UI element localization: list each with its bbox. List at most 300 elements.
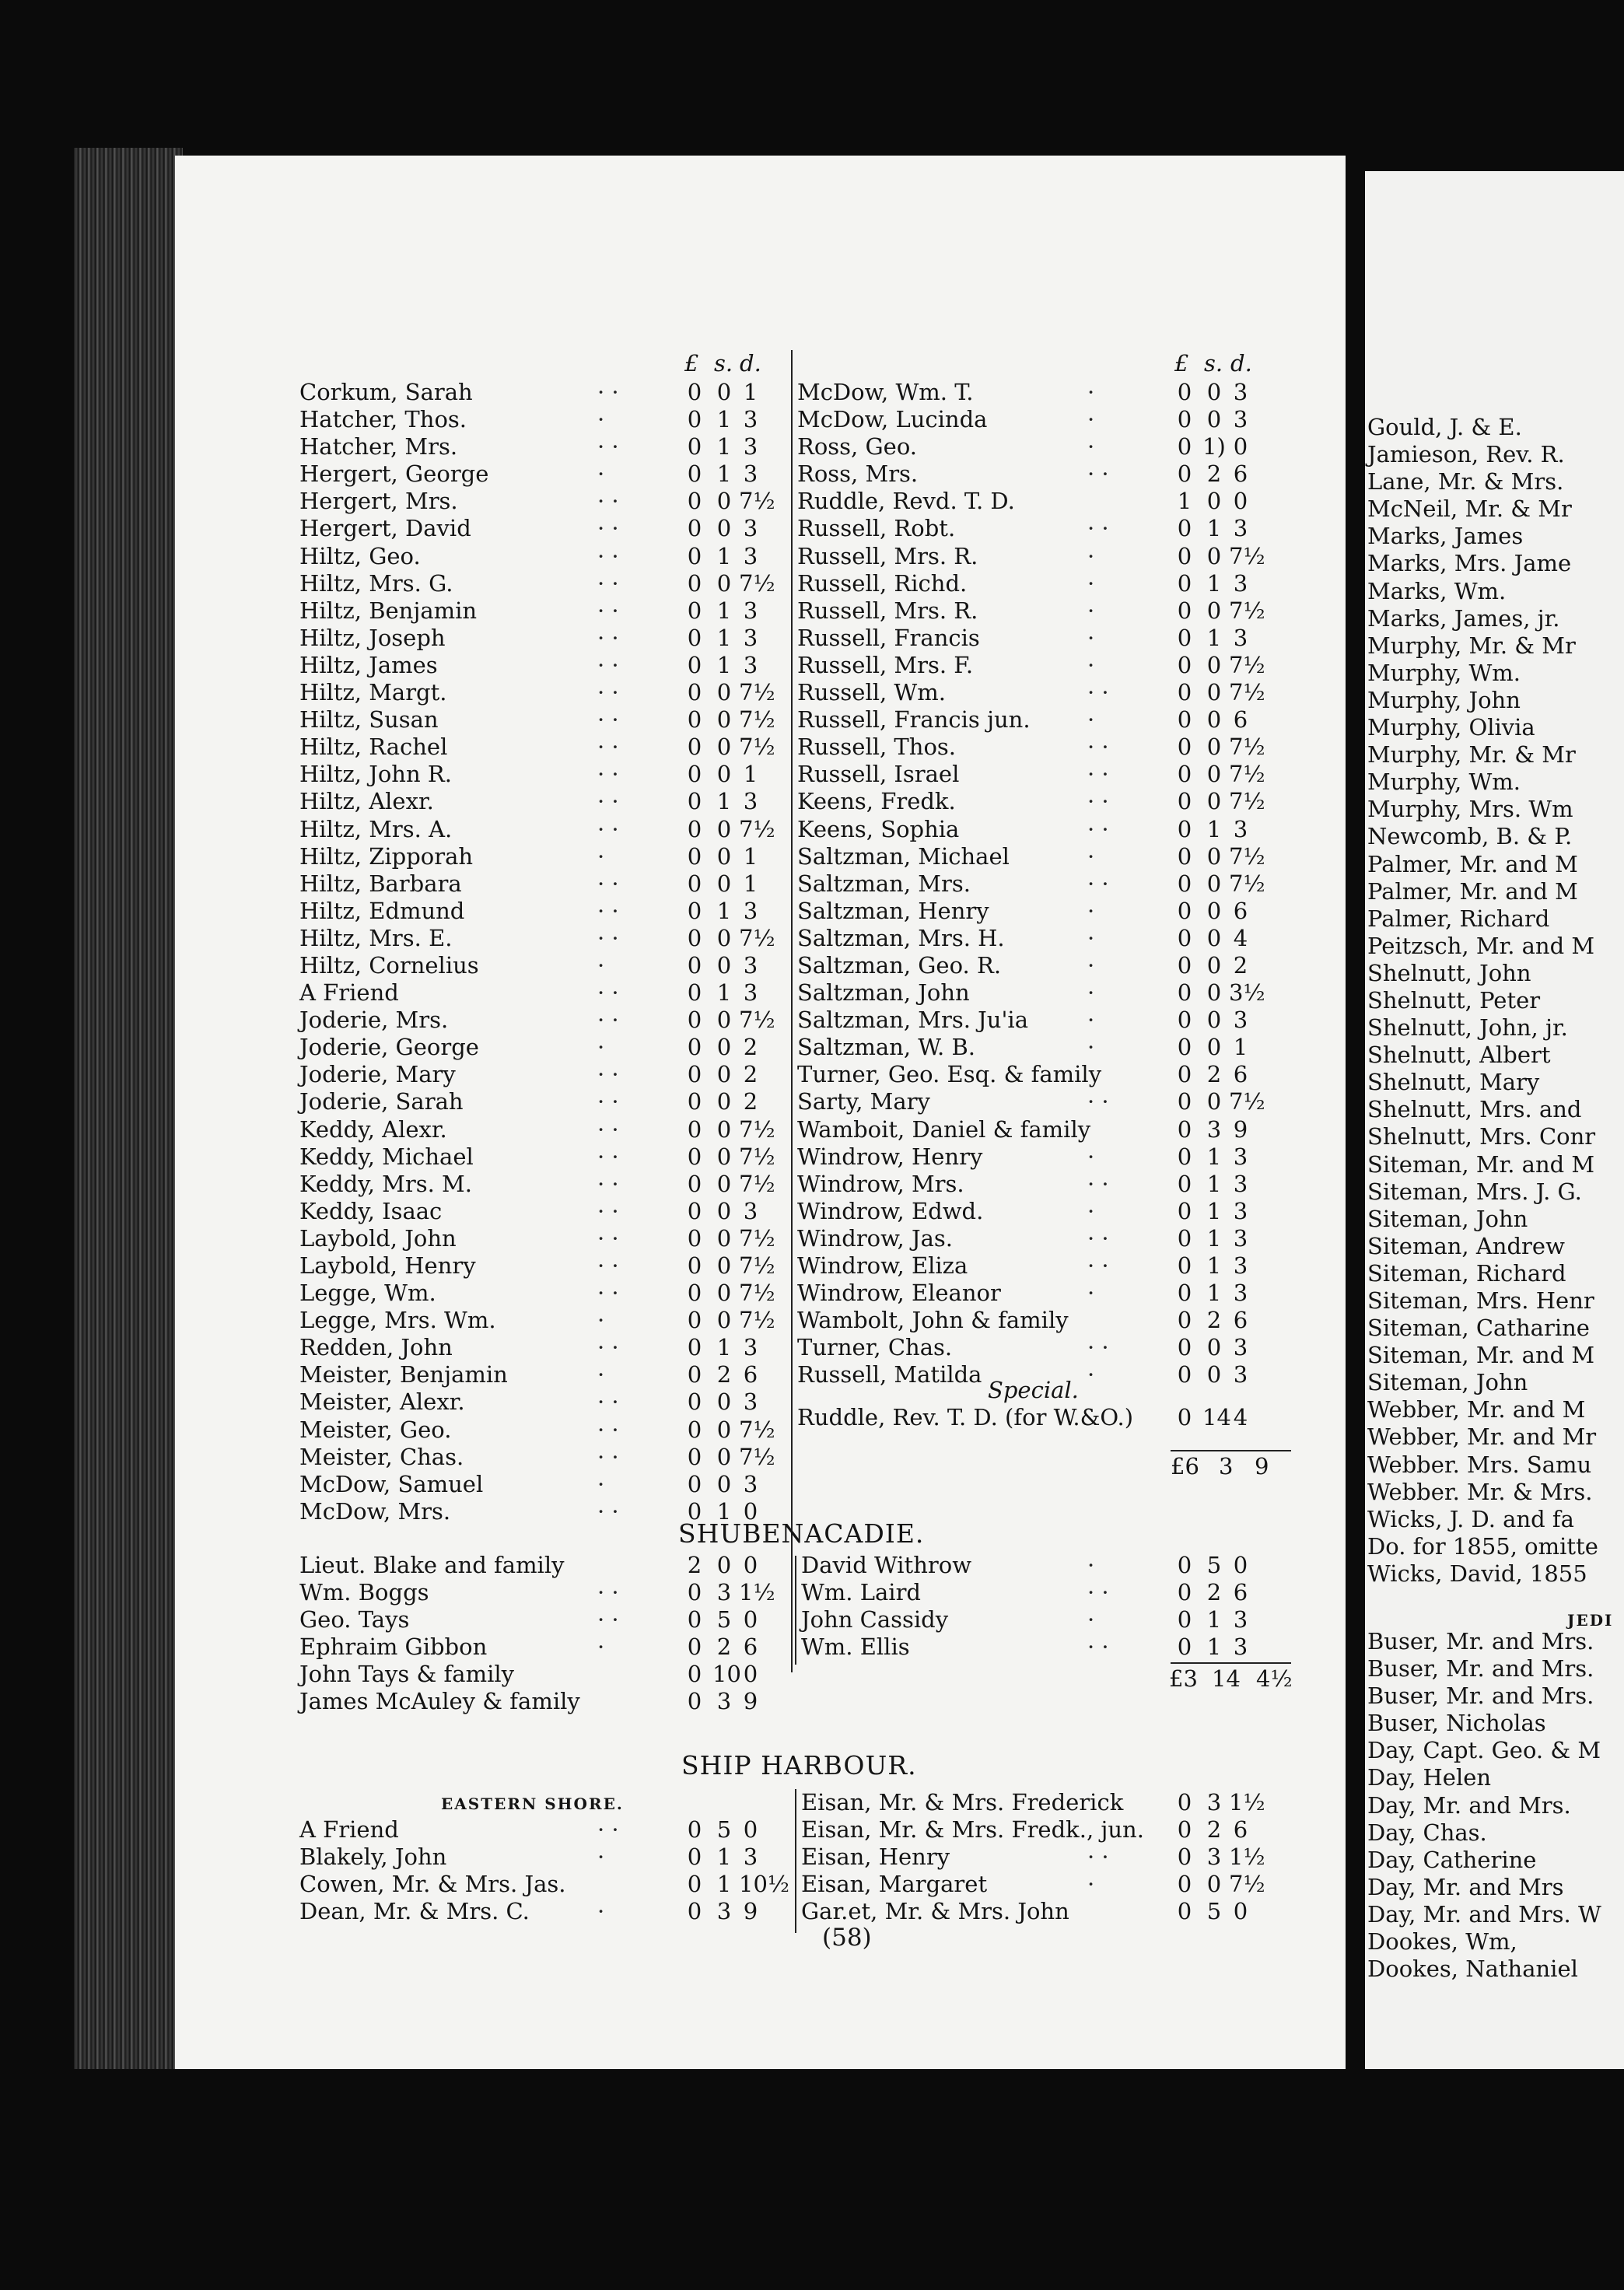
donor-name: Cowen, Mr. & Mrs. Jas. <box>299 1871 566 1898</box>
leader-dots: · · <box>597 788 619 815</box>
donor-name: Wm. Laird <box>801 1579 921 1606</box>
next-page-entry: Siteman, Mr. and M <box>1367 1150 1595 1178</box>
ledger-row <box>801 1898 1283 1925</box>
amount-shillings: 1 <box>716 406 732 433</box>
ledger-row <box>299 433 782 460</box>
ledger-row <box>797 706 1279 734</box>
donor-name: Saltzman, Mrs. Ju'ia <box>797 1007 1028 1034</box>
next-page-entry: Palmer, Richard <box>1367 905 1550 932</box>
right-column <box>797 379 1279 1388</box>
ledger-row <box>299 979 782 1007</box>
amount-pounds: 0 <box>687 1443 702 1470</box>
amount-pence: 3 <box>1233 406 1248 433</box>
amount-shillings: 0 <box>716 924 732 951</box>
amount-shillings: 1 <box>716 651 732 678</box>
leader-dots: · · <box>597 1816 619 1843</box>
special-label: Special. <box>988 1377 1079 1403</box>
amount-pounds: 0 <box>687 1633 702 1661</box>
ledger-row <box>797 761 1279 788</box>
column-divider-main <box>791 350 793 1672</box>
donor-name: Hergert, David <box>299 515 471 542</box>
amount-shillings: 0 <box>1206 761 1222 788</box>
amount-pence: 3 <box>1233 1007 1248 1034</box>
ledger-row <box>299 1633 782 1661</box>
donor-name: Saltzman, Michael <box>797 842 1010 870</box>
amount-shillings: 0 <box>1206 1034 1222 1061</box>
amount-shillings: 0 <box>1206 734 1222 761</box>
donor-name: Russell, Wm. <box>797 679 946 706</box>
amount-pounds: 0 <box>1177 1606 1192 1633</box>
amount-pence: 3 <box>743 515 758 542</box>
ledger-row <box>797 652 1279 679</box>
amount-shillings: 1 <box>716 788 732 815</box>
amount-pounds: 0 <box>1177 842 1192 870</box>
amount-shillings: 1 <box>1206 515 1222 542</box>
amount-pounds: 0 <box>1177 433 1192 460</box>
leader-dots: · · <box>597 569 619 597</box>
leader-dots: · · <box>597 433 619 460</box>
amount-shillings: 0 <box>1206 488 1222 515</box>
amount-pounds: 0 <box>1177 1170 1192 1197</box>
amount-pounds: 0 <box>687 1307 702 1334</box>
amount-pounds: 0 <box>687 651 702 678</box>
ledger-row <box>797 734 1279 761</box>
amount-pence: 7½ <box>739 1170 775 1197</box>
donor-name: Geo. Tays <box>299 1606 410 1633</box>
ledger-row <box>797 952 1279 979</box>
section-title-ship-harbour: SHIP HARBOUR. <box>681 1750 917 1781</box>
donor-name: Hiltz, Susan <box>299 706 439 734</box>
donor-name: Russell, Mrs. R. <box>797 597 978 624</box>
right-header-pounds: £ <box>1174 350 1189 376</box>
leader-dots: · · <box>1087 1844 1109 1871</box>
amount-shillings: 1 <box>716 433 732 460</box>
donor-name: Hiltz, Mrs. G. <box>299 569 453 597</box>
ledger-row <box>299 952 782 979</box>
amount-shillings: 0 <box>1206 1088 1222 1115</box>
leader-dots: · · <box>597 515 619 542</box>
leader-dots: · · <box>597 1170 619 1197</box>
next-page-entry: Buser, Nicholas <box>1367 1710 1546 1737</box>
amount-shillings: 1 <box>1206 624 1222 651</box>
next-page-entry: Siteman, Richard <box>1367 1259 1566 1287</box>
amount-shillings: 1 <box>716 624 732 651</box>
leader-dots: · <box>1087 1034 1095 1061</box>
ledger-row <box>797 1252 1279 1280</box>
amount-shillings: 0 <box>716 488 732 515</box>
amount-pence: 3 <box>1233 1224 1248 1252</box>
ledger-row <box>299 1171 782 1198</box>
leader-dots: · · <box>597 924 619 951</box>
amount-pence: 0 <box>1233 1898 1248 1925</box>
amount-pounds: 0 <box>1177 1034 1192 1061</box>
next-page-entry: Day, Chas. <box>1367 1819 1487 1846</box>
leader-dots: · · <box>597 1497 619 1525</box>
amount-pounds: 0 <box>687 379 702 405</box>
leader-dots: · · <box>597 1007 619 1034</box>
amount-pounds: 0 <box>1177 897 1192 924</box>
amount-pence: 3 <box>743 1388 758 1416</box>
amount-pounds: 0 <box>1177 624 1192 651</box>
column-divider-shubenacadie <box>795 1556 796 1665</box>
ledger-row <box>797 1061 1279 1088</box>
ledger-row <box>299 515 782 542</box>
next-page-entry: Siteman, Mrs. J. G. <box>1367 1178 1582 1205</box>
amount-shillings: 0 <box>1206 679 1222 706</box>
ledger-row <box>797 1198 1279 1225</box>
amount-pounds: 0 <box>687 815 702 842</box>
donor-name: Hergert, George <box>299 460 489 488</box>
amount-shillings: 0 <box>716 1252 732 1279</box>
amount-pence: 7½ <box>739 1416 775 1443</box>
amount-shillings: 0 <box>1206 897 1222 924</box>
next-page-entry: Day, Catherine <box>1367 1846 1537 1873</box>
amount-pounds: 0 <box>687 924 702 951</box>
donor-name: Hergert, Mrs. <box>299 488 458 515</box>
leader-dots: · <box>597 1898 605 1925</box>
left-header-shillings: s. <box>714 350 733 376</box>
amount-pounds: 0 <box>687 569 702 597</box>
leader-dots: · <box>597 842 605 870</box>
donor-name: Hiltz, Joseph <box>299 624 446 651</box>
ledger-row <box>299 543 782 570</box>
column-divider-ship-harbour <box>795 1789 796 1933</box>
amount-shillings: 3 <box>716 1898 732 1925</box>
leader-dots: · · <box>597 1388 619 1416</box>
amount-shillings: 0 <box>1206 651 1222 678</box>
amount-shillings: 5 <box>716 1816 732 1843</box>
leader-dots: · <box>1087 1361 1095 1388</box>
amount-pence: 3 <box>1233 1361 1248 1388</box>
amount-pounds: 0 <box>687 1224 702 1252</box>
next-page-entry: Marks, Wm. <box>1367 577 1507 604</box>
total-rule <box>1171 1450 1291 1451</box>
donor-name: Hiltz, James <box>299 651 438 678</box>
donor-name: Legge, Wm. <box>299 1280 436 1307</box>
amount-pounds: 2 <box>687 1552 702 1578</box>
amount-shillings: 0 <box>716 1007 732 1034</box>
leader-dots: · · <box>597 542 619 569</box>
ledger-row <box>797 1225 1279 1252</box>
amount-pence: 3 <box>743 406 758 433</box>
next-page-entry: Day, Mr. and Mrs. <box>1367 1791 1571 1819</box>
book-page <box>175 156 1346 2069</box>
ledger-row <box>797 925 1279 952</box>
amount-pence: 3 <box>743 1197 758 1224</box>
amount-pence: 7½ <box>739 1307 775 1334</box>
ledger-row <box>299 679 782 706</box>
amount-pounds: 0 <box>1177 734 1192 761</box>
amount-pounds: 0 <box>1177 1088 1192 1115</box>
leader-dots: · · <box>597 1606 619 1633</box>
amount-pence: 6 <box>1233 897 1248 924</box>
donor-name: Saltzman, John <box>797 979 970 1007</box>
leader-dots: · · <box>1087 679 1109 706</box>
leader-dots: · <box>597 1361 605 1388</box>
donor-name: McDow, Lucinda <box>797 406 988 433</box>
amount-shillings: 0 <box>716 1443 732 1470</box>
amount-pounds: 0 <box>687 1661 702 1688</box>
leader-dots: · <box>1087 406 1095 433</box>
leader-dots: · · <box>597 1088 619 1115</box>
amount-shillings: 0 <box>716 569 732 597</box>
amount-pence: 1½ <box>1229 1789 1265 1816</box>
donor-name: Keddy, Mrs. M. <box>299 1170 472 1197</box>
donor-name: Lieut. Blake and family <box>299 1552 565 1578</box>
leader-dots: · · <box>597 870 619 897</box>
leader-dots: · <box>1087 1143 1095 1170</box>
next-page-entry: Webber, Mr. and M <box>1367 1396 1586 1423</box>
amount-shillings: 1 <box>716 597 732 624</box>
amount-pounds: 0 <box>1177 406 1192 433</box>
leader-dots: · · <box>597 1416 619 1443</box>
donor-name: Windrow, Mrs. <box>797 1170 964 1197</box>
amount-pounds: 0 <box>687 1844 702 1871</box>
ledger-row <box>801 1789 1283 1816</box>
amount-pence: 1 <box>743 761 758 788</box>
amount-shillings: 3 <box>716 1688 732 1715</box>
leader-dots: · · <box>597 1334 619 1361</box>
total-pounds: £6 <box>1171 1453 1199 1479</box>
leader-dots: · · <box>597 1579 619 1606</box>
leader-dots: · · <box>597 488 619 515</box>
next-page-entry: Day, Capt. Geo. & M <box>1367 1737 1601 1764</box>
amount-pounds: 0 <box>687 706 702 734</box>
amount-pounds: 0 <box>1177 1280 1192 1307</box>
next-page-entry: Palmer, Mr. and M <box>1367 877 1578 905</box>
donor-name: Ross, Geo. <box>797 433 917 460</box>
ledger-row <box>797 679 1279 706</box>
donor-name: Russell, Francis jun. <box>797 706 1031 734</box>
donor-name: Hiltz, Geo. <box>299 542 421 569</box>
amount-pence: 7½ <box>739 1280 775 1307</box>
leader-dots: · <box>1087 651 1095 678</box>
donor-name: Hiltz, John R. <box>299 761 452 788</box>
amount-shillings: 0 <box>1206 924 1222 951</box>
amount-pence: 7½ <box>1229 542 1265 569</box>
amount-pounds: 0 <box>1177 1115 1192 1143</box>
leader-dots: · <box>1087 1007 1095 1034</box>
leader-dots: · · <box>597 734 619 761</box>
amount-pence: 3 <box>743 1844 758 1871</box>
ledger-row <box>299 1116 782 1143</box>
ledger-row <box>797 570 1279 597</box>
amount-pounds: 0 <box>687 1898 702 1925</box>
ledger-row <box>299 1088 782 1115</box>
donor-name: Hiltz, Zipporah <box>299 842 474 870</box>
donor-name: Turner, Geo. Esq. & family <box>797 1061 1102 1088</box>
amount-shillings: 0 <box>1206 870 1222 897</box>
amount-pence: 9 <box>743 1688 758 1715</box>
amount-pence: 3½ <box>1229 979 1265 1007</box>
left-header-pence: d. <box>740 350 761 376</box>
amount-pounds: 0 <box>687 1816 702 1843</box>
amount-shillings: 0 <box>716 706 732 734</box>
next-page-entry: Murphy, John <box>1367 686 1521 713</box>
leader-dots: · · <box>597 624 619 651</box>
ledger-row <box>299 597 782 625</box>
amount-pence: 3 <box>1233 815 1248 842</box>
amount-pence: 6 <box>743 1633 758 1661</box>
amount-pounds: 0 <box>1177 1334 1192 1361</box>
amount-shillings: 0 <box>716 951 732 979</box>
ledger-row <box>299 1007 782 1034</box>
amount-pence: 3 <box>743 951 758 979</box>
amount-pence: 7½ <box>1229 679 1265 706</box>
ledger-row <box>299 1252 782 1280</box>
amount-pence: 3 <box>1233 515 1248 542</box>
amount-shillings: 1 <box>1206 1252 1222 1279</box>
amount-pence: 7½ <box>739 1443 775 1470</box>
amount-shillings: 0 <box>716 515 732 542</box>
amount-shillings: 1 <box>716 1871 732 1898</box>
amount-pence: 7½ <box>1229 842 1265 870</box>
amount-pence: 6 <box>1233 1579 1248 1606</box>
amount-shillings: 0 <box>716 870 732 897</box>
donor-name: Windrow, Jas. <box>797 1224 953 1252</box>
amount-pounds: 0 <box>1177 788 1192 815</box>
donor-name: Legge, Mrs. Wm. <box>299 1307 496 1334</box>
donor-name: David Withrow <box>801 1552 972 1578</box>
donor-name: Blakely, John <box>299 1844 447 1871</box>
leader-dots: · · <box>597 815 619 842</box>
amount-pence: 9 <box>743 1898 758 1925</box>
ledger-row <box>299 1898 782 1925</box>
ledger-row <box>299 1661 782 1688</box>
donor-name: Laybold, John <box>299 1224 457 1252</box>
section-title-shubenacadie: SHUBENACADIE. <box>678 1518 925 1549</box>
amount-pence: 7½ <box>1229 870 1265 897</box>
amount-pounds: 0 <box>1177 597 1192 624</box>
donor-name: Russell, Matilda <box>797 1361 982 1388</box>
subsection-eastern-shore: EASTERN SHORE. <box>441 1795 624 1813</box>
donor-name: Joderie, Mary <box>299 1061 456 1088</box>
donor-name: Keddy, Alexr. <box>299 1115 447 1143</box>
next-page-entry: Webber. Mr. & Mrs. <box>1367 1478 1593 1505</box>
amount-pence: 7½ <box>739 924 775 951</box>
ledger-row <box>299 1606 782 1633</box>
left-header-pounds: £ <box>684 350 699 376</box>
amount-shillings: 0 <box>716 1280 732 1307</box>
amount-pence: 6 <box>1233 1307 1248 1334</box>
leader-dots: · <box>597 1633 605 1661</box>
amount-shillings: 0 <box>716 734 732 761</box>
next-page-entry: Murphy, Mrs. Wm <box>1367 796 1573 823</box>
leader-dots: · · <box>597 651 619 678</box>
amount-pounds: 0 <box>1177 1404 1192 1430</box>
amount-shillings: 0 <box>1206 597 1222 624</box>
amount-shillings: 0 <box>1206 842 1222 870</box>
amount-shillings: 1 <box>716 897 732 924</box>
donor-name: Windrow, Eliza <box>797 1252 968 1279</box>
amount-shillings: 1 <box>716 1497 732 1525</box>
amount-pounds: 0 <box>1177 1143 1192 1170</box>
leader-dots: · · <box>1087 515 1109 542</box>
donor-name: Corkum, Sarah <box>299 379 473 405</box>
next-page-entry: Newcomb, B. & P. <box>1367 823 1573 850</box>
donor-name: Keens, Fredk. <box>797 788 956 815</box>
next-page-entry: Lane, Mr. & Mrs. <box>1367 468 1564 495</box>
amount-pence: 0 <box>743 1497 758 1525</box>
amount-pounds: 0 <box>1177 706 1192 734</box>
amount-shillings: 2 <box>716 1633 732 1661</box>
next-page-entry: Wicks, David, 1855 <box>1367 1560 1587 1587</box>
donor-name: Sarty, Mary <box>797 1088 930 1115</box>
shub-total-pounds: £3 <box>1169 1665 1198 1692</box>
ledger-row <box>299 1361 782 1388</box>
leader-dots: · <box>1087 706 1095 734</box>
amount-pounds: 0 <box>1177 924 1192 951</box>
amount-shillings: 0 <box>716 1470 732 1497</box>
leader-dots: · · <box>597 1443 619 1470</box>
ledger-row <box>299 1061 782 1088</box>
amount-shillings: 0 <box>716 815 732 842</box>
amount-pence: 2 <box>1233 951 1248 979</box>
donor-name: McDow, Samuel <box>299 1470 484 1497</box>
amount-pounds: 0 <box>687 1170 702 1197</box>
ledger-row <box>299 1307 782 1334</box>
amount-shillings: 1 <box>1206 1143 1222 1170</box>
next-page-entry: Marks, James <box>1367 523 1524 550</box>
amount-shillings: 1 <box>1206 1280 1222 1307</box>
ledger-row <box>797 1007 1279 1034</box>
leader-dots: · · <box>1087 1252 1109 1279</box>
donor-name: Saltzman, Geo. R. <box>797 951 1002 979</box>
leader-dots: · <box>1087 542 1095 569</box>
amount-pence: 3 <box>1233 1334 1248 1361</box>
amount-pounds: 0 <box>1177 1007 1192 1034</box>
amount-pence: 0 <box>1233 1552 1248 1578</box>
leader-dots: · · <box>597 1143 619 1170</box>
book-gutter <box>74 148 183 2069</box>
amount-shillings: 1 <box>716 542 732 569</box>
amount-pence: 3 <box>1233 1252 1248 1279</box>
donor-name: Wm. Ellis <box>801 1633 910 1661</box>
amount-pounds: 0 <box>687 1416 702 1443</box>
amount-pounds: 0 <box>687 1280 702 1307</box>
amount-shillings: 1 <box>1206 1197 1222 1224</box>
donor-name: Redden, John <box>299 1334 453 1361</box>
amount-pounds: 0 <box>687 842 702 870</box>
amount-pence: 4 <box>1233 924 1248 951</box>
amount-pence: 2 <box>743 1034 758 1061</box>
leader-dots: · <box>1087 924 1095 951</box>
amount-pence: 3 <box>743 542 758 569</box>
donor-name: A Friend <box>299 979 399 1007</box>
ledger-row <box>797 379 1279 406</box>
amount-pounds: 0 <box>687 1115 702 1143</box>
amount-pence: 3 <box>1233 1633 1248 1661</box>
donor-name: Russell, Francis <box>797 624 980 651</box>
leader-dots: · · <box>1087 761 1109 788</box>
donor-name: Russell, Mrs. F. <box>797 651 974 678</box>
ledger-row <box>797 488 1279 515</box>
next-page-entry: Day, Mr. and Mrs <box>1367 1873 1564 1900</box>
total-pence: 9 <box>1255 1453 1269 1479</box>
donor-name: John Cassidy <box>801 1606 949 1633</box>
amount-pence: 7½ <box>1229 597 1265 624</box>
total-shillings: 3 <box>1219 1453 1234 1479</box>
amount-pounds: 0 <box>687 1579 702 1606</box>
ledger-row <box>801 1552 1283 1579</box>
amount-pounds: 0 <box>1177 1252 1192 1279</box>
next-page-entry: Murphy, Mr. & Mr <box>1367 632 1576 659</box>
donor-name: Keddy, Michael <box>299 1143 474 1170</box>
amount-pence: 3 <box>1233 379 1248 405</box>
amount-pounds: 0 <box>687 1143 702 1170</box>
leader-dots: · · <box>1087 1088 1109 1115</box>
amount-shillings: 0 <box>1206 542 1222 569</box>
